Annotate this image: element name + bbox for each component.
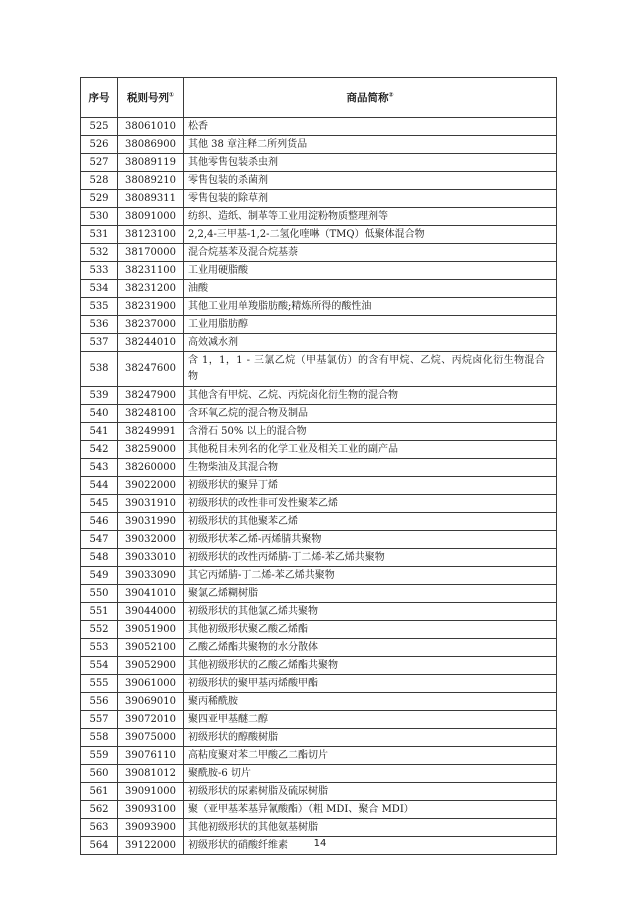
tariff-code-cell: 38089119	[118, 154, 184, 172]
footnote-marker: ②	[388, 91, 394, 99]
table-row	[81, 334, 557, 352]
table-row	[81, 244, 557, 262]
table-row	[81, 298, 557, 316]
serial-no-cell: 550	[81, 585, 118, 603]
serial-no-cell: 536	[81, 316, 118, 334]
table-row	[81, 783, 557, 801]
commodity-name-cell: 聚氯乙烯糊树脂	[184, 585, 557, 603]
serial-no-cell: 563	[81, 819, 118, 837]
footnote-marker: ①	[168, 91, 175, 99]
serial-no-cell: 542	[81, 441, 118, 459]
commodity-name-cell: 混合烷基苯及混合烷基萘	[184, 244, 557, 262]
commodity-name-cell: 初级形状的醇酸树脂	[184, 729, 557, 747]
table-row	[81, 172, 557, 190]
tariff-code-cell: 38247900	[118, 387, 184, 405]
tariff-code-cell: 39031910	[118, 495, 184, 513]
table-row	[81, 747, 557, 765]
tariff-code-cell: 39051900	[118, 621, 184, 639]
serial-no-cell: 529	[81, 190, 118, 208]
serial-no-cell: 539	[81, 387, 118, 405]
table-row	[81, 657, 557, 675]
commodity-name-cell: 其他 38 章注释二所列货品	[184, 136, 557, 154]
table-row	[81, 495, 557, 513]
tariff-code-cell: 39052900	[118, 657, 184, 675]
table-row	[81, 441, 557, 459]
serial-no-cell: 547	[81, 531, 118, 549]
table-row	[81, 136, 557, 154]
commodity-name-cell: 其他初级形状的其他氨基树脂	[184, 819, 557, 837]
commodity-name-cell: 零售包装的杀菌剂	[184, 172, 557, 190]
serial-no-cell: 541	[81, 423, 118, 441]
serial-no-cell: 559	[81, 747, 118, 765]
table-row	[81, 262, 557, 280]
tariff-code-cell: 38123100	[118, 226, 184, 244]
serial-no-cell: 548	[81, 549, 118, 567]
table-row	[81, 549, 557, 567]
table-row	[81, 280, 557, 298]
header-tariff-code: 税则号列①	[118, 78, 184, 118]
tariff-code-cell: 39052100	[118, 639, 184, 657]
table-body	[81, 118, 557, 855]
commodity-name-cell: 含滑石 50% 以上的混合物	[184, 423, 557, 441]
tariff-code-cell: 39044000	[118, 603, 184, 621]
table-row	[81, 675, 557, 693]
serial-no-cell: 546	[81, 513, 118, 531]
table-row	[81, 316, 557, 334]
tariff-code-cell: 39069010	[118, 693, 184, 711]
tariff-table	[80, 77, 557, 855]
commodity-name-cell: 初级形状的改性非可发性聚苯乙烯	[184, 495, 557, 513]
table-row	[81, 585, 557, 603]
serial-no-cell: 528	[81, 172, 118, 190]
tariff-code-cell: 38091000	[118, 208, 184, 226]
header-commodity-name: 商品简称②	[184, 78, 557, 118]
commodity-name-cell: 初级形状的其他氯乙烯共聚物	[184, 603, 557, 621]
serial-no-cell: 544	[81, 477, 118, 495]
table-row	[81, 567, 557, 585]
tariff-code-cell: 38170000	[118, 244, 184, 262]
serial-no-cell: 561	[81, 783, 118, 801]
serial-no-cell: 552	[81, 621, 118, 639]
serial-no-cell: 530	[81, 208, 118, 226]
commodity-name-cell: 含环氧乙烷的混合物及制品	[184, 405, 557, 423]
serial-no-cell: 554	[81, 657, 118, 675]
commodity-name-cell: 乙酸乙烯酯共聚物的水分散体	[184, 639, 557, 657]
serial-no-cell: 560	[81, 765, 118, 783]
table-row	[81, 387, 557, 405]
tariff-code-cell: 39022000	[118, 477, 184, 495]
commodity-name-cell: 初级形状的其他聚苯乙烯	[184, 513, 557, 531]
table-row	[81, 118, 557, 136]
commodity-name-cell: 聚四亚甲基醚二醇	[184, 711, 557, 729]
commodity-name-cell: 初级形状的聚甲基丙烯酸甲酯	[184, 675, 557, 693]
serial-no-cell: 531	[81, 226, 118, 244]
commodity-name-cell: 初级形状的硝酸纤维素	[184, 837, 557, 855]
tariff-code-cell: 38231200	[118, 280, 184, 298]
commodity-name-cell: 其他工业用单羧脂肪酸;精炼所得的酸性油	[184, 298, 557, 316]
tariff-code-cell: 39122000	[118, 837, 184, 855]
tariff-code-cell: 38086900	[118, 136, 184, 154]
commodity-name-cell: 聚酰胺-6 切片	[184, 765, 557, 783]
tariff-code-cell: 39041010	[118, 585, 184, 603]
commodity-name-cell: 其他零售包装杀虫剂	[184, 154, 557, 172]
tariff-code-cell: 38247600	[118, 352, 184, 387]
tariff-code-cell: 38237000	[118, 316, 184, 334]
table-row	[81, 477, 557, 495]
table-row	[81, 208, 557, 226]
tariff-code-cell: 39032000	[118, 531, 184, 549]
table-row	[81, 190, 557, 208]
serial-no-cell: 540	[81, 405, 118, 423]
tariff-code-cell: 39091000	[118, 783, 184, 801]
tariff-code-cell: 38089210	[118, 172, 184, 190]
page-number: 14	[313, 838, 327, 849]
tariff-code-cell: 38244010	[118, 334, 184, 352]
commodity-name-cell: 含 1，1，1 - 三氯乙烷（甲基氯仿）的含有甲烷、乙烷、丙烷卤化衍生物混合物	[184, 352, 557, 387]
commodity-name-cell: 生物柴油及其混合物	[184, 459, 557, 477]
commodity-name-cell: 纺织、造纸、制革等工业用淀粉物质整理剂等	[184, 208, 557, 226]
serial-no-cell: 562	[81, 801, 118, 819]
tariff-code-cell: 39072010	[118, 711, 184, 729]
tariff-code-cell: 39033090	[118, 567, 184, 585]
commodity-name-cell: 聚丙稀酰胺	[184, 693, 557, 711]
table-row	[81, 639, 557, 657]
table-row	[81, 459, 557, 477]
table-row	[81, 621, 557, 639]
commodity-name-cell: 油酸	[184, 280, 557, 298]
commodity-name-cell: 工业用硬脂酸	[184, 262, 557, 280]
tariff-code-cell: 38249991	[118, 423, 184, 441]
table-row	[81, 405, 557, 423]
table-row	[81, 423, 557, 441]
tariff-code-cell: 38089311	[118, 190, 184, 208]
serial-no-cell: 525	[81, 118, 118, 136]
serial-no-cell: 537	[81, 334, 118, 352]
serial-no-cell: 543	[81, 459, 118, 477]
serial-no-cell: 556	[81, 693, 118, 711]
commodity-name-cell: 聚（亚甲基苯基异氰酸酯）（粗 MDI、聚合 MDI）	[184, 801, 557, 819]
serial-no-cell: 557	[81, 711, 118, 729]
tariff-code-cell: 39076110	[118, 747, 184, 765]
table-row	[81, 729, 557, 747]
commodity-name-cell: 工业用脂肪醇	[184, 316, 557, 334]
serial-no-cell: 555	[81, 675, 118, 693]
serial-no-cell: 549	[81, 567, 118, 585]
tariff-code-cell: 39031990	[118, 513, 184, 531]
serial-no-cell: 551	[81, 603, 118, 621]
tariff-code-cell: 38231100	[118, 262, 184, 280]
commodity-name-cell: 其它丙烯腈-丁二烯-苯乙烯共聚物	[184, 567, 557, 585]
tariff-code-cell: 39093100	[118, 801, 184, 819]
tariff-code-cell: 38061010	[118, 118, 184, 136]
commodity-name-cell: 零售包装的除草剂	[184, 190, 557, 208]
tariff-code-cell: 39033010	[118, 549, 184, 567]
serial-no-cell: 526	[81, 136, 118, 154]
commodity-name-cell: 2,2,4-三甲基-1,2-二氢化喹啉（TMQ）低聚体混合物	[184, 226, 557, 244]
table-row	[81, 226, 557, 244]
table-row	[81, 819, 557, 837]
serial-no-cell: 533	[81, 262, 118, 280]
table-row	[81, 801, 557, 819]
serial-no-cell: 564	[81, 837, 118, 855]
table-row	[81, 693, 557, 711]
serial-no-cell: 532	[81, 244, 118, 262]
tariff-code-cell: 38248100	[118, 405, 184, 423]
tariff-code-cell: 38260000	[118, 459, 184, 477]
table-row	[81, 352, 557, 387]
tariff-code-cell: 39061000	[118, 675, 184, 693]
serial-no-cell: 538	[81, 352, 118, 387]
serial-no-cell: 534	[81, 280, 118, 298]
commodity-name-cell: 初级形状的尿素树脂及硫尿树脂	[184, 783, 557, 801]
header-serial-no: 序号	[81, 78, 118, 118]
tariff-code-cell: 39081012	[118, 765, 184, 783]
table-row	[81, 711, 557, 729]
commodity-name-cell: 高粘度聚对苯二甲酸乙二酯切片	[184, 747, 557, 765]
commodity-name-cell: 其他初级形状聚乙酸乙烯酯	[184, 621, 557, 639]
serial-no-cell: 535	[81, 298, 118, 316]
table-row	[81, 603, 557, 621]
table-header	[81, 78, 557, 118]
table-row	[81, 765, 557, 783]
commodity-name-cell: 其他税目未列名的化学工业及相关工业的副产品	[184, 441, 557, 459]
serial-no-cell: 545	[81, 495, 118, 513]
commodity-name-cell: 初级形状的改性丙烯腈-丁二烯-苯乙烯共聚物	[184, 549, 557, 567]
tariff-code-cell: 38231900	[118, 298, 184, 316]
tariff-code-cell: 39093900	[118, 819, 184, 837]
commodity-name-cell: 其他含有甲烷、乙烷、丙烷卤化衍生物的混合物	[184, 387, 557, 405]
commodity-name-cell: 高效减水剂	[184, 334, 557, 352]
tariff-code-cell: 39075000	[118, 729, 184, 747]
table-row	[81, 513, 557, 531]
table-row	[81, 154, 557, 172]
commodity-name-cell: 其他初级形状的乙酸乙烯酯共聚物	[184, 657, 557, 675]
commodity-name-cell: 初级形状苯乙烯-丙烯腈共聚物	[184, 531, 557, 549]
serial-no-cell: 527	[81, 154, 118, 172]
serial-no-cell: 558	[81, 729, 118, 747]
commodity-name-cell: 松香	[184, 118, 557, 136]
commodity-name-cell: 初级形状的聚异丁烯	[184, 477, 557, 495]
serial-no-cell: 553	[81, 639, 118, 657]
table-row	[81, 531, 557, 549]
tariff-code-cell: 38259000	[118, 441, 184, 459]
